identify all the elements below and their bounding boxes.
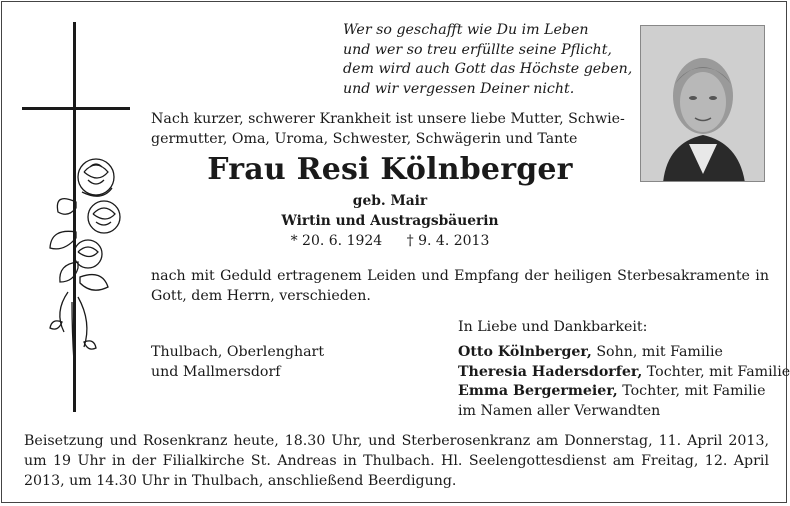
place-names (151, 343, 324, 382)
portrait-photo (640, 25, 765, 182)
birth-date: * 20. 6. 1924 (290, 233, 383, 249)
poem-line: dem wird auch Gott das Höchste geben, (343, 61, 633, 77)
family-member (458, 343, 790, 363)
family-member (458, 382, 790, 402)
place-line: Thulbach, Oberlenghart (151, 344, 325, 360)
family-member-relation: Tochter, mit Familie (617, 383, 766, 399)
poem-line: und wir vergessen Deiner nicht. (343, 80, 575, 97)
maiden-name: geb. Mair (352, 193, 428, 209)
cross-with-roses-icon (18, 22, 138, 417)
poem (343, 21, 633, 99)
family-member-name: Emma Bergermeier, (458, 383, 618, 399)
thanks-heading: In Liebe und Dankbarkeit: (458, 319, 648, 335)
funeral-details: Beisetzung und Rosenkranz heute, 18.30 Uhr, und Sterberosenkranz am Donnerstag, 11. April 2013, um 19 Uhr in der Filialkirche St. Andreas in Thulbach. Hl. Seelengottesdienst am Freitag, 12. April 2013, um 14.30 Uhr in Thulbach, anschließend Beerdigung. (24, 433, 769, 489)
family-member-relation: Tochter, mit Familie (642, 363, 790, 380)
family-member (458, 363, 790, 383)
intro-line: germutter, Oma, Uroma, Schwester, Schwägerin und Tante (151, 131, 578, 147)
profession: Wirtin und Austragsbäuerin (281, 213, 499, 229)
intro-line: Nach kurzer, schwerer Krankheit ist unsere liebe Mutter, Schwie- (151, 111, 625, 127)
family-member-relation: im Namen aller Verwandten (458, 402, 661, 419)
poem-line: Wer so geschafft wie Du im Leben (343, 22, 589, 38)
death-text: nach mit Geduld ertragenem Leiden und Empfang der heiligen Sterbesakramente in Gott, dem Herrn, verschieden. (151, 268, 769, 304)
poem-line: und wer so treu erfüllte seine Pflicht, (343, 41, 612, 58)
place-line: und Mallmersdorf (151, 363, 281, 380)
death-date: † 9. 4. 2013 (406, 233, 490, 249)
family-list (458, 343, 790, 421)
family-member-name: Theresia Hadersdorfer, (458, 363, 643, 380)
family-member (458, 402, 790, 422)
deceased-name: Frau Resi Kölnberger (207, 152, 573, 187)
life-dates (150, 233, 630, 249)
family-member-relation: Sohn, mit Familie (591, 344, 723, 360)
family-member-name: Otto Kölnberger, (458, 344, 592, 360)
intro-text (151, 109, 631, 149)
